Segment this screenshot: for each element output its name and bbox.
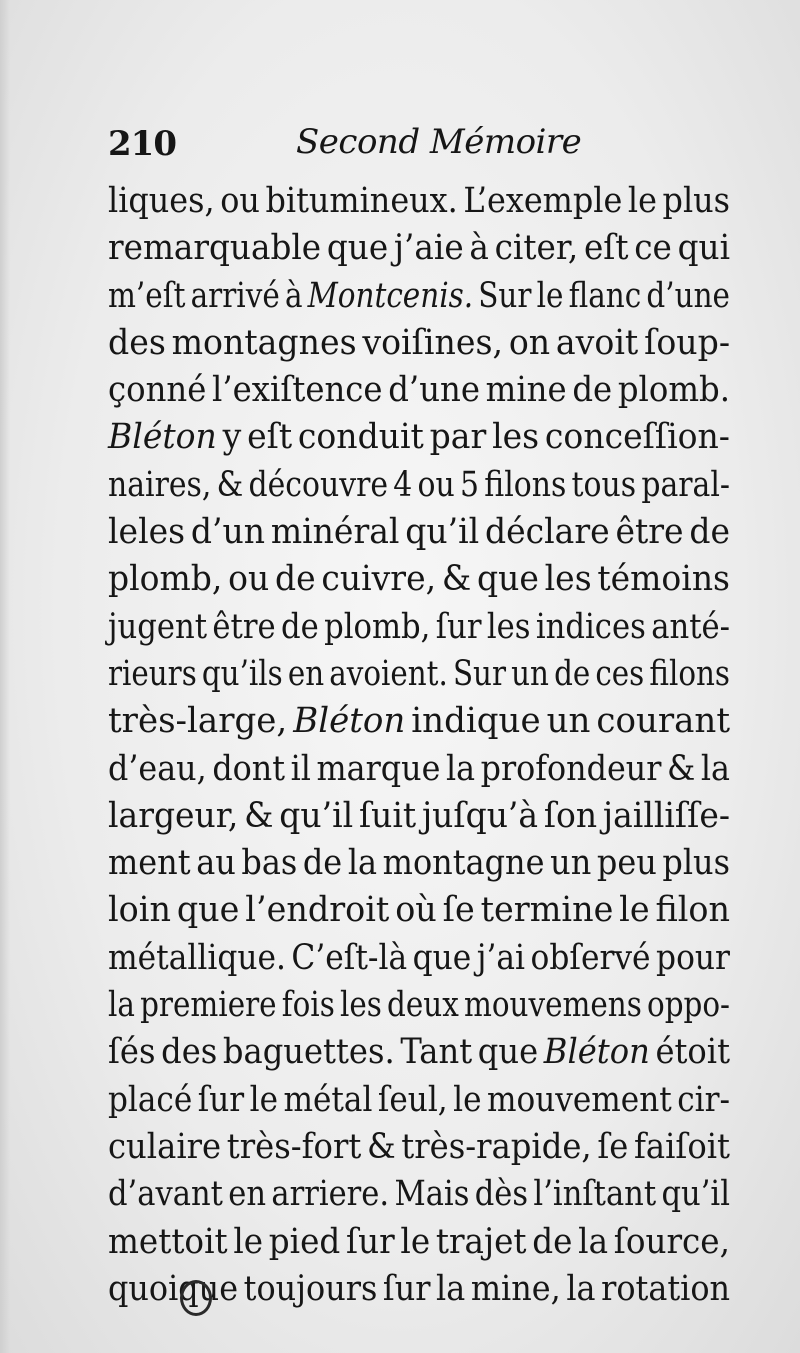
text-line: [108, 320, 730, 367]
word: ſur: [197, 1079, 245, 1120]
word: de: [689, 512, 730, 553]
word: plus: [662, 181, 731, 221]
body-text: [108, 178, 730, 1313]
word: liques,: [108, 181, 215, 221]
word: toujours: [243, 1268, 378, 1309]
word: avoit: [555, 322, 639, 363]
word: rieurs: [108, 653, 197, 694]
word: paral-: [641, 464, 731, 505]
word: Tant: [400, 1032, 473, 1073]
text-line: [108, 367, 730, 414]
word: de: [280, 606, 319, 647]
word: ſource,: [613, 1221, 730, 1262]
word: découvre: [248, 464, 389, 505]
word: que: [476, 559, 539, 600]
word: où: [395, 890, 437, 931]
word: ſoup-: [644, 322, 731, 363]
word: Sur: [452, 653, 506, 694]
word: très-rapide,: [401, 1126, 592, 1167]
word: deux: [387, 985, 459, 1026]
word: le: [400, 1221, 431, 1262]
word: oppo-: [646, 985, 731, 1026]
word: ſon: [543, 795, 598, 836]
word: minéral: [270, 512, 400, 553]
word: mouvemens: [463, 985, 642, 1026]
word: m’eſt: [108, 275, 186, 316]
word: très-large,: [108, 701, 288, 742]
word: cir-: [677, 1079, 730, 1120]
word: &: [441, 559, 472, 600]
word: culaire: [108, 1126, 222, 1167]
word: les: [544, 559, 592, 600]
word: on: [508, 322, 551, 363]
page-header: [108, 118, 708, 168]
word: ce: [634, 228, 672, 269]
word: filons: [649, 653, 730, 694]
word: Mais: [394, 1174, 470, 1215]
word: profondeur: [480, 748, 662, 789]
word: bas: [241, 843, 298, 884]
word: Bléton: [543, 1032, 650, 1073]
word: faiſoit: [633, 1126, 731, 1167]
word: eſt: [583, 228, 629, 269]
text-line: [108, 982, 730, 1029]
word: rotation: [601, 1268, 731, 1309]
word: dont: [212, 748, 286, 789]
word: de: [572, 370, 613, 411]
word: plomb.: [617, 370, 730, 411]
word: de: [275, 559, 316, 600]
word: L’exemple: [463, 181, 623, 221]
text-line: [108, 225, 730, 272]
word: des: [108, 322, 166, 363]
text-line: [108, 935, 730, 982]
text-line: [108, 840, 730, 887]
word: fois: [281, 985, 335, 1026]
word: que: [176, 890, 240, 931]
word: filons: [484, 464, 567, 505]
text-line: [108, 746, 730, 793]
word: qu’ils: [201, 653, 283, 694]
word: d’une: [646, 275, 730, 316]
word: remarquable: [108, 228, 322, 269]
ink-circle-mark: [180, 1280, 212, 1316]
word: montagnes: [171, 322, 357, 363]
word: au: [196, 843, 236, 884]
word: métal: [283, 1079, 373, 1120]
word: la: [566, 1268, 596, 1309]
word: &: [244, 795, 274, 836]
word: C’eſt-là: [291, 937, 408, 978]
word: Sur: [478, 275, 532, 316]
word: avoient.: [329, 653, 448, 694]
text-line: [108, 509, 730, 556]
word: ſés: [108, 1032, 156, 1073]
word: ſuit: [358, 795, 417, 836]
word: largeur,: [108, 795, 239, 836]
word: d’une: [388, 370, 480, 411]
word: de: [302, 843, 343, 884]
word: qu’il: [661, 1174, 730, 1215]
word: très-fort: [226, 1126, 362, 1167]
word: premiere: [140, 985, 277, 1026]
word: Bléton: [108, 417, 217, 458]
word: des: [161, 1032, 218, 1073]
word: çonné: [108, 370, 207, 411]
word: mettoit: [108, 1221, 228, 1262]
word: être: [212, 606, 276, 647]
text-line: [108, 887, 730, 934]
word: naires,: [108, 464, 212, 505]
word: leles: [108, 512, 186, 553]
page-number: 210: [108, 124, 176, 164]
word: arriere.: [271, 1174, 390, 1215]
text-line: [108, 414, 730, 461]
word: conduit: [297, 417, 424, 458]
word: ou: [228, 559, 270, 600]
word: l’exiſtence: [212, 370, 383, 411]
word: l’inſtant: [533, 1174, 657, 1215]
word: le: [627, 181, 657, 221]
word: indique: [411, 701, 541, 742]
word: d’un: [190, 512, 266, 553]
word: ſe: [597, 1126, 629, 1167]
word: 4: [393, 464, 413, 505]
word: le: [619, 890, 650, 931]
word: jailliſſe-: [602, 795, 730, 836]
word: courant: [596, 701, 731, 742]
word: &: [366, 1126, 396, 1167]
word: ou: [417, 464, 455, 505]
text-line: [108, 1219, 730, 1266]
word: dès: [474, 1174, 529, 1215]
word: à: [469, 228, 489, 269]
word: que: [412, 937, 472, 978]
word: y: [222, 417, 242, 458]
word: pour: [656, 937, 730, 978]
word: ſe: [442, 890, 475, 931]
word: pied: [268, 1221, 341, 1262]
word: l’endroit: [245, 890, 390, 931]
word: le: [536, 275, 564, 316]
word: qu’il: [405, 512, 480, 553]
word: un: [546, 701, 591, 742]
text-line: [108, 178, 730, 225]
word: par: [429, 417, 487, 458]
word: ſur: [435, 606, 482, 647]
word: Bléton: [293, 701, 406, 742]
word: tous: [571, 464, 637, 505]
word: 5: [460, 464, 480, 505]
word: Montcenis.: [307, 275, 474, 316]
word: il: [290, 748, 311, 789]
text-line: [108, 698, 730, 745]
word: la: [347, 843, 378, 884]
word: plus: [662, 843, 731, 884]
word: &: [667, 748, 696, 789]
word: quoique: [108, 1268, 239, 1309]
word: voiſines,: [362, 322, 503, 363]
word: être: [615, 512, 684, 553]
word: flanc: [568, 275, 642, 316]
text-line: [108, 1029, 730, 1076]
text-line: [108, 556, 730, 603]
word: métallique.: [108, 937, 286, 978]
word: déclare: [485, 512, 610, 553]
word: le: [249, 1079, 279, 1120]
word: peu: [596, 843, 657, 884]
word: citer,: [494, 228, 579, 269]
text-line: [108, 604, 730, 651]
word: loin: [108, 890, 171, 931]
text-line: [108, 1077, 730, 1124]
word: les: [339, 985, 382, 1026]
word: conceſſion-: [544, 417, 730, 458]
text-line: [108, 651, 730, 698]
word: obſervé: [530, 937, 651, 978]
word: arrivé: [190, 275, 280, 316]
word: anté-: [651, 606, 731, 647]
word: le: [453, 1079, 482, 1120]
word: les: [486, 606, 531, 647]
word: termine: [480, 890, 614, 931]
word: que: [477, 1032, 539, 1073]
word: les: [492, 417, 540, 458]
text-line: [108, 793, 730, 840]
word: jugent: [108, 606, 208, 647]
word: j’ai: [476, 937, 526, 978]
word: baguettes.: [222, 1032, 395, 1073]
word: la: [108, 985, 135, 1026]
word: que: [326, 228, 389, 269]
word: en: [287, 653, 325, 694]
word: juſqu’à: [421, 795, 539, 836]
word: mine,: [470, 1268, 561, 1309]
word: d’avant: [108, 1174, 223, 1215]
word: la: [578, 1221, 609, 1262]
word: témoins: [597, 559, 730, 600]
text-line: [108, 1124, 730, 1171]
word: ſur: [345, 1221, 395, 1262]
word: ou: [220, 181, 260, 221]
word: placé: [108, 1079, 193, 1120]
word: filon: [655, 890, 731, 931]
word: &: [216, 464, 244, 505]
word: mine: [485, 370, 567, 411]
word: ment: [108, 843, 191, 884]
page-edge-shadow: [0, 0, 10, 1353]
word: mouvement: [486, 1079, 672, 1120]
word: j’aie: [393, 228, 464, 269]
word: indices: [535, 606, 646, 647]
word: eſt: [247, 417, 293, 458]
text-line: [108, 273, 730, 320]
text-line: [108, 1171, 730, 1218]
word: ſeul,: [377, 1079, 448, 1120]
word: ces: [595, 653, 645, 694]
word: à: [284, 275, 303, 316]
word: qui: [677, 228, 731, 269]
word: la: [436, 1268, 466, 1309]
word: plomb,: [324, 606, 431, 647]
word: d’eau,: [108, 748, 207, 789]
word: un: [550, 843, 592, 884]
word: marque: [316, 748, 441, 789]
word: cuivre,: [321, 559, 437, 600]
word: un: [511, 653, 549, 694]
word: le: [233, 1221, 264, 1262]
word: bitumineux.: [265, 181, 458, 221]
word: de: [554, 653, 591, 694]
word: étoit: [655, 1032, 731, 1073]
word: ſur: [382, 1268, 431, 1309]
word: en: [228, 1174, 267, 1215]
word: la: [700, 748, 730, 789]
running-title: Second Mémoire: [296, 122, 582, 162]
text-line: [108, 462, 730, 509]
word: qu’il: [279, 795, 354, 836]
word: plomb,: [108, 559, 223, 600]
word: trajet: [435, 1221, 527, 1262]
word: la: [445, 748, 476, 789]
word: montagne: [382, 843, 545, 884]
word: de: [532, 1221, 573, 1262]
